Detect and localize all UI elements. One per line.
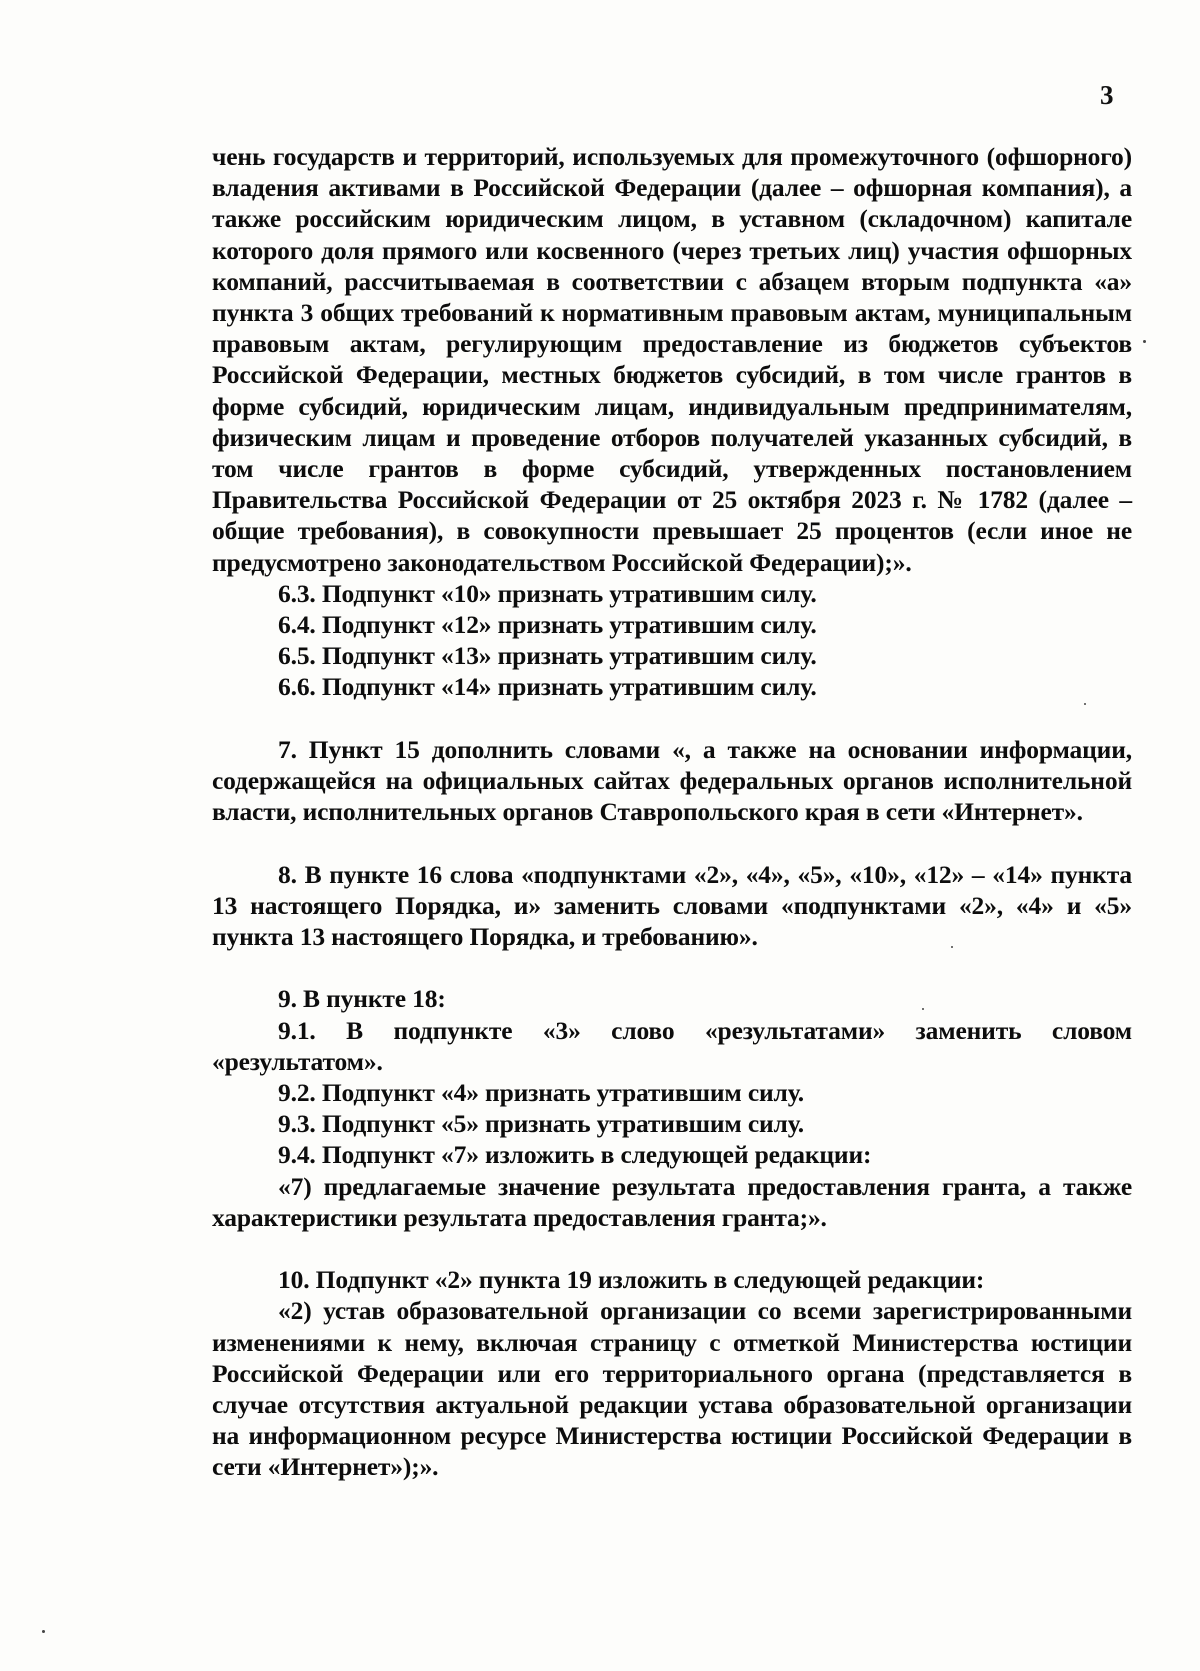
paragraph-9: 9. В пункте 18:	[278, 984, 446, 1014]
scan-speck	[1143, 340, 1146, 343]
paragraph-10-text: «2) устав образовательной организации со всеми зарегистрированными изменениями к нему, включая страницу с отметкой Министерства юстиции Российской Федерации или его территориального органа (представляется в случае отсутствия актуальной редакции устава образовательной организации на информационном ресурсе Министерства юстиции Российской Федерации в сети «Интернет»);».	[212, 1296, 1132, 1482]
paragraph-gap	[212, 952, 1132, 983]
paragraph-6-5: 6.5. Подпункт «13» признать утратившим силу.	[278, 641, 817, 671]
scan-speck	[922, 1008, 924, 1010]
paragraph-8: 8. В пункте 16 слова «подпунктами «2», «4», «5», «10», «12» – «14» пункта 13 настоящего Порядка, и» заменить словами «подпунктами «2», «4» и «5» пункта 13 настоящего Порядка, и требованию».	[212, 859, 1132, 952]
paragraph-9-4-text: «7) предлагаемые значение результата предоставления гранта, а также характеристики результата предоставления гранта;».	[212, 1171, 1132, 1232]
scan-speck	[1084, 703, 1086, 705]
paragraph-9-1: 9.1. В подпункте «3» слово «результатами» заменить словом «результатом».	[212, 1015, 1132, 1076]
paragraph-gap	[212, 1233, 1132, 1264]
scan-speck	[951, 946, 953, 948]
paragraph-6-6: 6.6. Подпункт «14» признать утратившим силу.	[278, 672, 817, 702]
paragraph-10: 10. Подпункт «2» пункта 19 изложить в следующей редакции:	[278, 1265, 985, 1295]
paragraph-gap	[212, 827, 1132, 858]
paragraph-6-4: 6.4. Подпункт «12» признать утратившим силу.	[278, 610, 817, 640]
paragraph-7: 7. Пункт 15 дополнить словами «, а также на основании информации, содержащейся на официальных сайтах федеральных органов исполнительной власти, исполнительных органов Ставропольского края в сети «Интернет».	[212, 734, 1132, 827]
scan-speck	[42, 1630, 45, 1633]
document-body	[212, 141, 1132, 1483]
paragraph-9-3: 9.3. Подпункт «5» признать утратившим силу.	[278, 1109, 804, 1139]
paragraph-9-2: 9.2. Подпункт «4» признать утратившим силу.	[278, 1078, 804, 1108]
paragraph-continuation: чень государств и территорий, используемых для промежуточного (офшорного) владения активами в Российской Федерации (далее – офшорная компания), а также российским юридическим лицом, в уставном (складочном) капитале которого доля прямого или косвенного (через третьих лиц) участия офшорных компаний, рассчитываемая в соответствии с абзацем вторым подпункта «а» пункта 3 общих требований к нормативным правовым актам, муниципальным правовым актам, регулирующим предоставление из бюджетов субъектов Российской Федерации, местных бюджетов субсидий, в том числе грантов в форме субсидий, юридическим лицам, индивидуальным предпринимателям, физическим лицам и проведение отборов получателей указанных субсидий, в том числе грантов в форме субсидий, утвержденных постановлением Правительства Российской Федерации от 25 октября 2023 г. № 1782 (далее – общие требования), в совокупности превышает 25 процентов (если иное не предусмотрено законодательством Российской Федерации);».	[212, 142, 1132, 577]
paragraph-6-3: 6.3. Подпункт «10» признать утратившим силу.	[278, 578, 817, 608]
page-number: 3	[1100, 80, 1114, 110]
paragraph-gap	[212, 703, 1132, 734]
paragraph-9-4: 9.4. Подпункт «7» изложить в следующей редакции:	[278, 1140, 872, 1170]
